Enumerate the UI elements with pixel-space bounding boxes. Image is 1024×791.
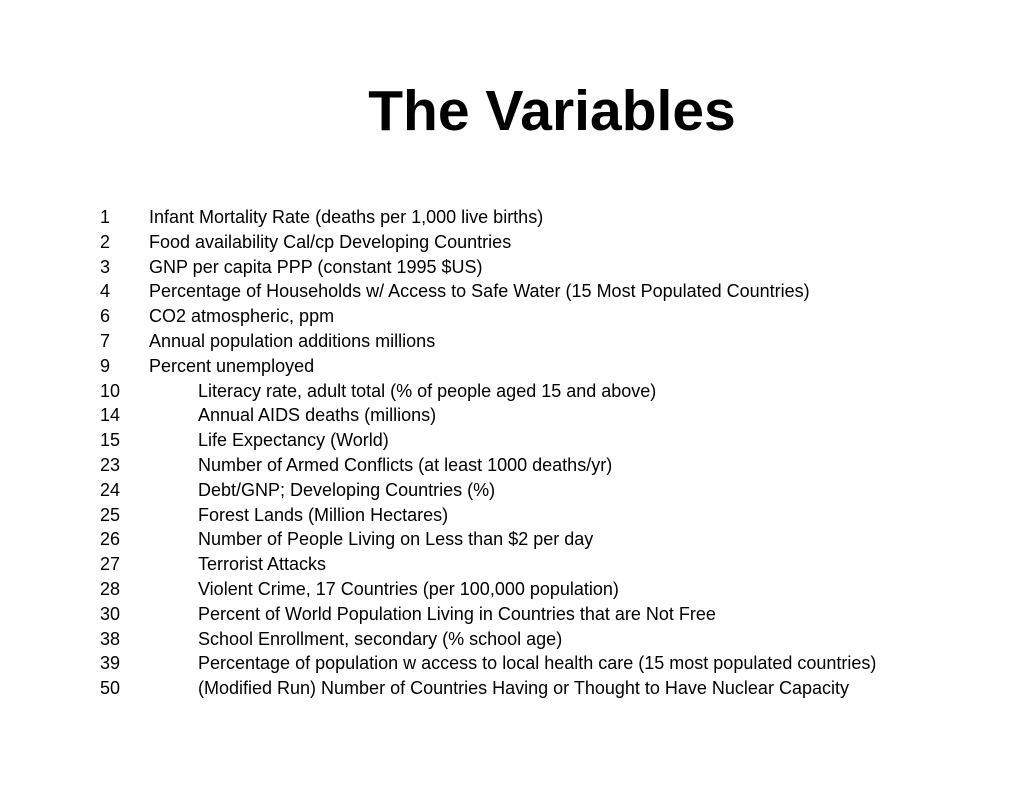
list-item: [100, 379, 1000, 404]
variable-label: Number of People Living on Less than $2 per day: [198, 529, 594, 550]
variable-number: 10: [100, 380, 121, 401]
variable-label: Annual AIDS deaths (millions): [198, 405, 437, 426]
variable-label: (Modified Run) Number of Countries Having or Thought to Have Nuclear Capacity: [198, 678, 849, 699]
variable-label: Infant Mortality Rate (deaths per 1,000 live births): [149, 207, 544, 227]
variable-number: 14: [100, 405, 121, 426]
list-item: [100, 503, 1000, 528]
variable-label: Annual population additions millions: [149, 330, 436, 351]
variable-label: Terrorist Attacks: [198, 554, 327, 575]
list-item: [100, 602, 1000, 627]
list-item: [100, 329, 1000, 354]
list-item: [100, 453, 1000, 478]
variables-list: [100, 205, 1000, 701]
variable-label: School Enrollment, secondary (% school age): [198, 628, 563, 649]
variable-label: Violent Crime, 17 Countries (per 100,000 population): [198, 578, 619, 599]
variable-label: Percent of World Population Living in Countries that are Not Free: [198, 603, 716, 624]
variable-number: 26: [100, 529, 121, 550]
variable-number: 30: [100, 603, 121, 624]
variable-label: Debt/GNP; Developing Countries (%): [198, 479, 496, 500]
list-item: [100, 205, 1000, 230]
slide-title: The Variables: [368, 79, 736, 143]
variable-number: 9: [100, 355, 111, 376]
variable-number: 4: [100, 281, 111, 302]
list-item: [100, 478, 1000, 503]
variable-number: 39: [100, 653, 121, 674]
variable-number: 50: [100, 678, 121, 699]
variable-number: 23: [100, 454, 121, 475]
variable-number: 25: [100, 504, 121, 525]
list-item: [100, 304, 1000, 329]
variable-label: Number of Armed Conflicts (at least 1000 deaths/yr): [198, 454, 613, 475]
variable-number: 7: [100, 330, 111, 351]
variable-number: 24: [100, 479, 121, 500]
variable-number: 3: [100, 256, 111, 277]
variable-label: CO2 atmospheric, ppm: [149, 306, 335, 327]
variable-number: 6: [100, 306, 111, 327]
list-item: [100, 552, 1000, 577]
list-item: [100, 255, 1000, 280]
list-item: [100, 354, 1000, 379]
variable-number: 28: [100, 578, 121, 599]
list-item: [100, 627, 1000, 652]
list-item: [100, 279, 1000, 304]
list-item: [100, 230, 1000, 255]
variable-number: 27: [100, 554, 121, 575]
variable-label: Food availability Cal/cp Developing Countries: [149, 231, 512, 252]
variable-number: 1: [100, 207, 111, 227]
variable-number: 2: [100, 231, 111, 252]
variable-label: GNP per capita PPP (constant 1995 $US): [149, 256, 483, 277]
variable-number: 15: [100, 430, 121, 451]
variable-label: Percentage of Households w/ Access to Safe Water (15 Most Populated Countries): [149, 281, 810, 302]
list-item: [100, 428, 1000, 453]
variable-number: 38: [100, 628, 121, 649]
list-item: [100, 577, 1000, 602]
variable-label: Percentage of population w access to local health care (15 most populated countries): [198, 653, 877, 674]
list-item: [100, 651, 1000, 676]
variable-label: Life Expectancy (World): [198, 430, 389, 451]
variable-label: Percent unemployed: [149, 355, 315, 376]
list-item: [100, 676, 1000, 701]
variable-label: Forest Lands (Million Hectares): [198, 504, 449, 525]
variable-label: Literacy rate, adult total (% of people aged 15 and above): [198, 380, 657, 401]
list-item: [100, 527, 1000, 552]
list-item: [100, 403, 1000, 428]
